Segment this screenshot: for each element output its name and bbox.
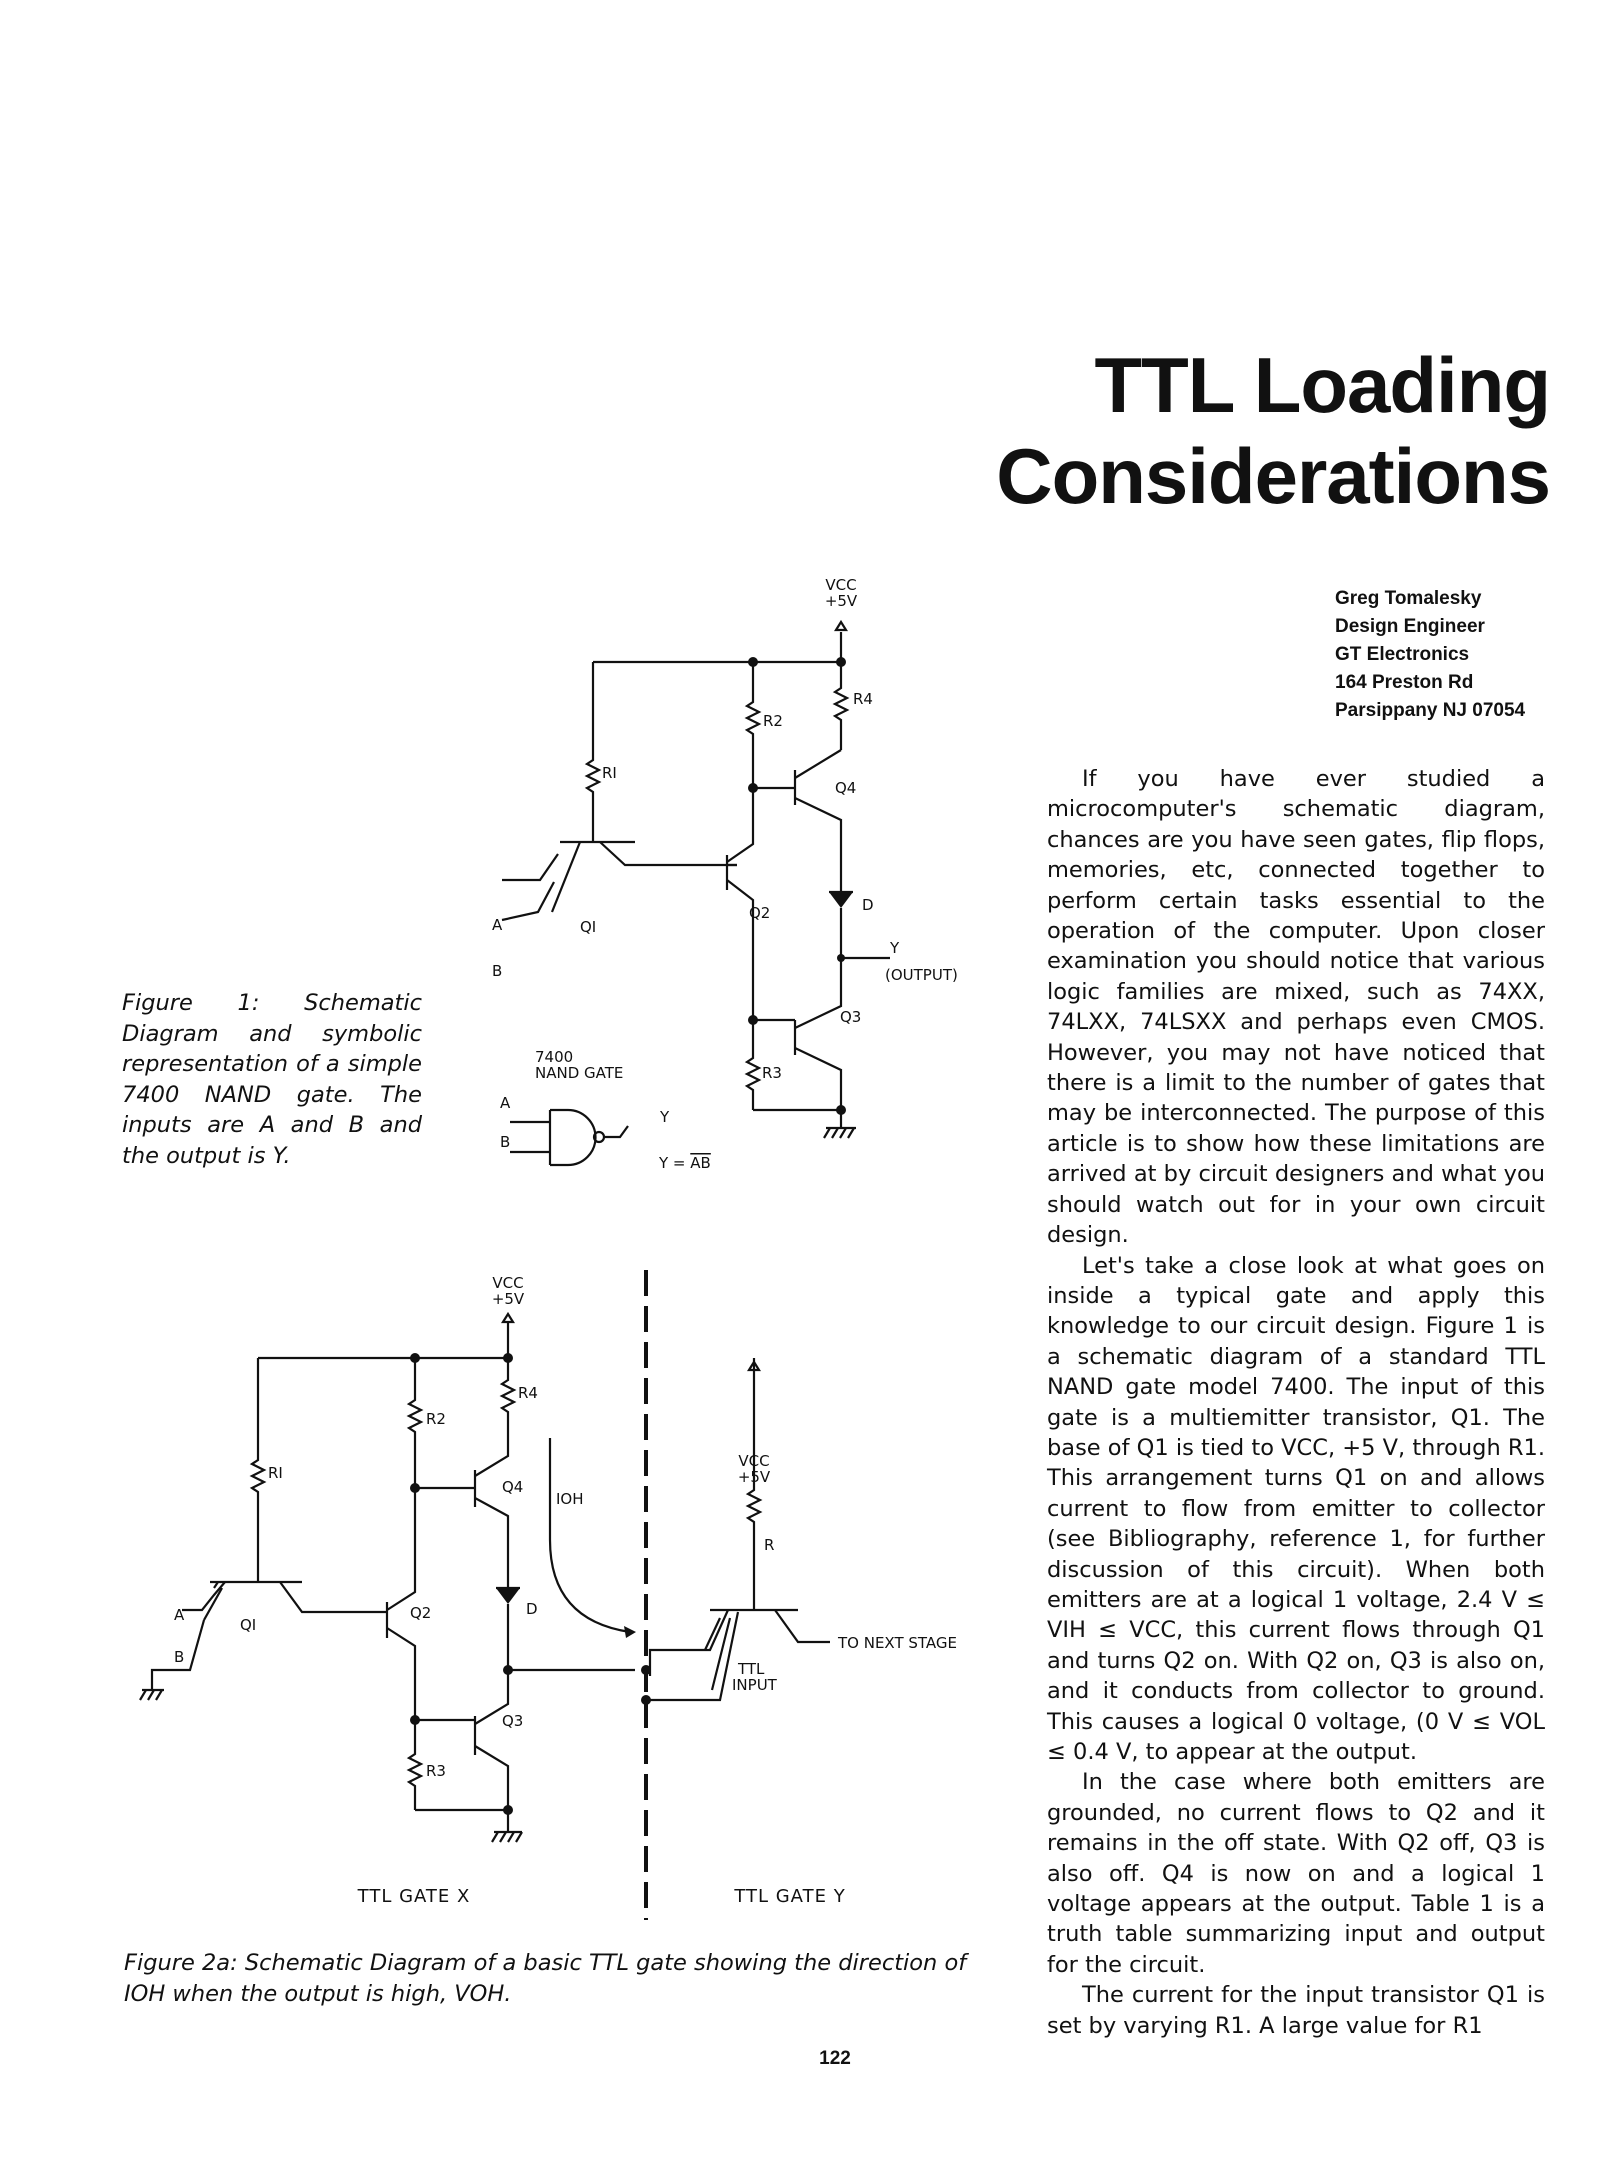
body-paragraph-1: If you have ever studied a microcomputer's schematic diagram, chances are you have seen gates, flip flops, memories, etc, connected together to perform certain tasks essential to the operation of the computer. Upon closer examination you should notice that various logic families are mixed, such as 74XX, 74LXX, 74LSXX and perhaps even CMOS. However, you may not have noticed that there is a limit to the number of gates that may be interconnected. The purpose of this article is to show how these limitations are arrived at by circuit designers and what you should watch out for in your own circuit design.	[1047, 766, 1545, 1249]
fig1-sym-b: B	[500, 1133, 511, 1151]
author-role: Design Engineer	[1335, 616, 1485, 637]
fig1-equation-bar: AB	[690, 1154, 711, 1172]
fig1-gate-name: NAND GATE	[535, 1064, 624, 1082]
fig2-q3-label: Q3	[502, 1712, 524, 1730]
fig1-equation-prefix: Y =	[659, 1154, 691, 1172]
figure1-caption: Figure 1: Schematic Diagram and symbolic representation of a simple 7400 NAND gate. The inputs are A and B and the output is Y.	[122, 990, 422, 1169]
author-name: Greg Tomalesky	[1335, 588, 1482, 609]
body-paragraph-2: Let's take a close look at what goes on inside a typical gate and apply this knowledge to our circuit design. Figure 1 is a schematic diagram of a standard TTL NAND gate model 7400. The input of this gate is a multiemitter transistor, Q1. The base of Q1 is tied to VCC, +5 V, through R1. This arrangement turns Q1 on and allows current to flow from emitter to collector (see Bibliography, reference 1, for further discussion of this circuit). When both emitters are at a logical 1 voltage, 2.4 V ≤ VIH ≤ VCC, this current flows through Q1 and turns Q2 on. With Q2 on, Q3 is also on, and it conducts from collector to ground. This causes a logical 0 voltage, (0 V ≤ VOL ≤ 0.4 V, to appear at the output.	[1047, 1252, 1545, 1765]
figure2a-caption: Figure 2a: Schematic Diagram of a basic TTL gate showing the direction of IOH when the output is high, VOH.	[124, 1950, 967, 2007]
fig2-vcc-label: VCC	[492, 1274, 524, 1292]
figure1-schematic	[480, 570, 1000, 1190]
fig2-r-y-label: R	[764, 1536, 775, 1554]
fig1-r2-label: R2	[763, 712, 783, 730]
fig2-r1-label: RI	[268, 1464, 283, 1482]
fig2-r2-label: R2	[426, 1410, 446, 1428]
fig2-input-a: A	[174, 1606, 185, 1624]
fig1-sym-y: Y	[660, 1108, 670, 1126]
author-street: 164 Preston Rd	[1335, 672, 1474, 693]
fig2-supply-y-label: +5V	[737, 1468, 771, 1486]
fig1-gate-model: 7400	[535, 1048, 574, 1066]
fig1-q1-label: QI	[580, 918, 597, 936]
author-block	[1335, 585, 1595, 725]
fig1-q4-label: Q4	[835, 779, 857, 797]
fig2-input-b: B	[174, 1648, 185, 1666]
fig2-q2-label: Q2	[410, 1604, 432, 1622]
fig2-ttl-input-1: TTL	[738, 1660, 765, 1678]
fig2-r3-label: R3	[426, 1762, 446, 1780]
fig2-q1-label: QI	[240, 1616, 257, 1634]
article-title: TTL Loading Considerations	[996, 341, 1550, 520]
author-city: Parsippany NJ 07054	[1335, 700, 1526, 721]
fig1-vcc-label: VCC	[825, 576, 857, 594]
figure2a-schematic	[130, 1270, 1010, 1920]
fig1-r3-label: R3	[762, 1064, 782, 1082]
fig1-output-label: Y	[890, 939, 900, 957]
fig1-r1-label: RI	[602, 764, 617, 782]
fig1-supply-label: +5V	[824, 592, 858, 610]
fig1-input-a: A	[492, 916, 503, 934]
fig1-q2-label: Q2	[749, 904, 771, 922]
fig1-diode-label: D	[862, 896, 874, 914]
fig1-output-note: (OUTPUT)	[885, 966, 958, 984]
fig2-next-stage: TO NEXT STAGE	[838, 1634, 957, 1652]
body-paragraph-3: In the case where both emitters are grounded, no current flows to Q2 and it remains in the off state. With Q2 off, Q3 is also off. Q4 is now on and a logical 1 voltage appears at the output. Table 1 is a truth table summarizing input and output for the circuit.	[1047, 1769, 1545, 1978]
fig1-r4-label: R4	[853, 690, 873, 708]
fig2-diode-label: D	[526, 1600, 538, 1618]
fig2-vcc-y-label: VCC	[738, 1452, 770, 1470]
fig2-q4-label: Q4	[502, 1478, 524, 1496]
fig2-ttl-input-2: INPUT	[732, 1676, 777, 1694]
fig2-supply-label: +5V	[491, 1290, 525, 1308]
fig1-q3-label: Q3	[840, 1008, 862, 1026]
fig2-gate-y-label: TTL GATE Y	[734, 1886, 846, 1907]
page-number: 122	[819, 2048, 851, 2069]
article-body	[1047, 764, 1545, 2041]
fig1-equation	[658, 1154, 711, 1172]
fig1-sym-a: A	[500, 1094, 511, 1112]
body-paragraph-4: The current for the input transistor Q1 is set by varying R1. A large value for R1	[1047, 1982, 1545, 2039]
fig2-gate-x-label: TTL GATE X	[357, 1886, 471, 1907]
fig2-current-label: IOH	[556, 1490, 584, 1508]
fig1-input-b: B	[492, 962, 503, 980]
author-company: GT Electronics	[1335, 644, 1470, 665]
fig2-r4-label: R4	[518, 1384, 538, 1402]
